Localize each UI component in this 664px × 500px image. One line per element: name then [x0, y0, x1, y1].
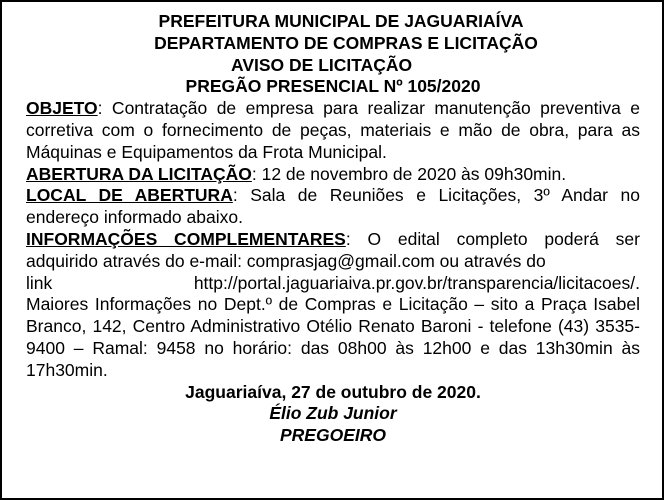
header-departamento: DEPARTAMENTO DE COMPRAS E LICITAÇÃO [154, 32, 538, 53]
informacoes-label: INFORMAÇÕES COMPLEMENTARES [26, 228, 346, 249]
signer-name: Élio Zub Junior [269, 403, 397, 424]
header-pregao: PREGÃO PRESENCIAL Nº 105/2020 [185, 76, 481, 97]
local-paragraph [26, 185, 640, 229]
informacoes-contact: Maiores Informações no Dept.º de Compras e Licitação – sito a Praça Isabel Branco, 142, Centro Administrativo Otélio Renato Baroni - telefone (43) 3535-9400 – Ramal: 9458 no horário: das 08h00 às 12h00 e das 13h30min às 17h30min. [26, 294, 640, 380]
local-text: : Sala de Reuniões e Licitações, 3º Andar no endereço informado abaixo. [26, 185, 640, 228]
header-prefeitura: PREFEITURA MUNICIPAL DE JAGUARIAÍVA [158, 11, 524, 31]
informacoes-text-a: : O edital completo poderá ser adquirido através do e-mail: comprasjag@gmail.com ou através do [26, 228, 640, 271]
abertura-label: ABERTURA DA LICITAÇÃO [26, 163, 252, 184]
abertura-paragraph [26, 164, 640, 186]
place-date: Jaguariaíva, 27 de outubro de 2020. [185, 381, 481, 402]
header-aviso: AVISO DE LICITAÇÃO [231, 54, 413, 75]
local-label: LOCAL DE ABERTURA [26, 185, 233, 206]
abertura-text: : 12 de novembro de 2020 às 09h30min. [251, 163, 567, 184]
signer-role: PREGOEIRO [280, 425, 386, 446]
informacoes-paragraph [26, 229, 640, 273]
objeto-label: OBJETO [26, 98, 98, 119]
objeto-text: : Contratação de empresa para realizar manutenção preventiva e corretiva com o fornecimento de peças, materiais e mão de obra, para as Máquinas e Equipamentos da Frota Municipal. [26, 98, 640, 162]
informacoes-link-line: link http://portal.jaguariaiva.pr.gov.br/transparencia/licitacoes/. [26, 272, 640, 293]
objeto-paragraph [26, 98, 640, 163]
